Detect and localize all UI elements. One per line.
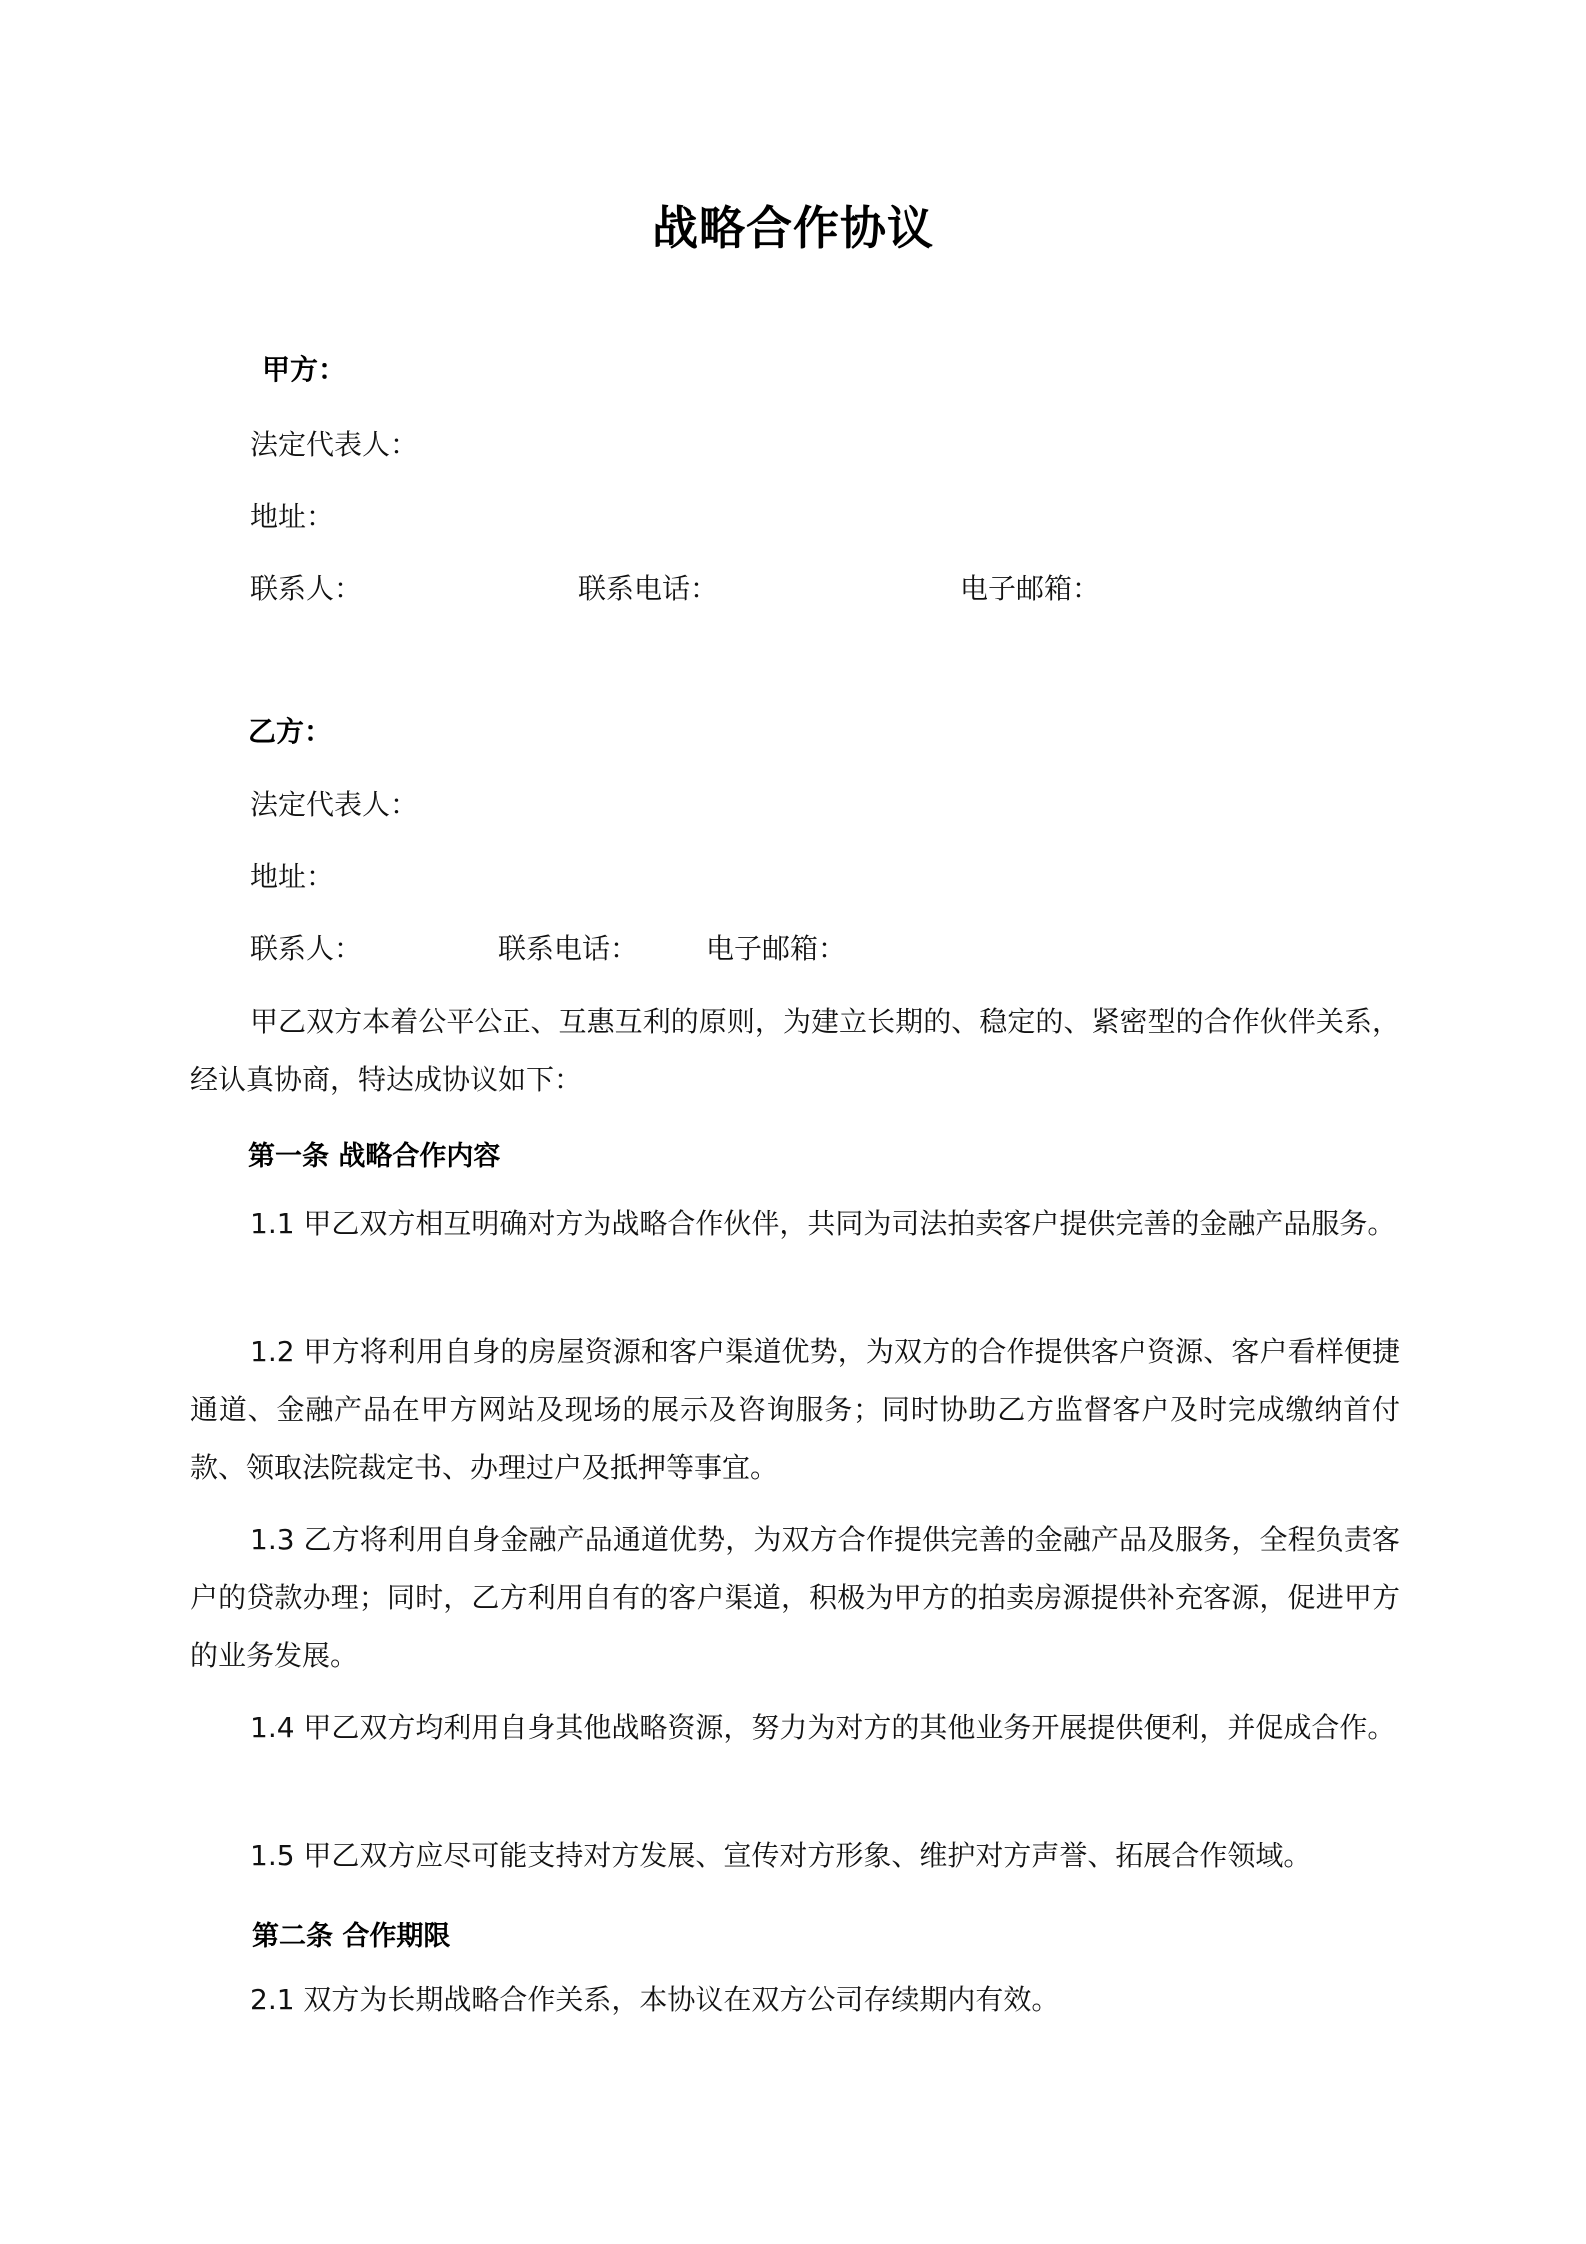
party-b-email: 电子邮箱： — [706, 932, 847, 965]
party-a-legal-rep: 法定代表人： — [250, 428, 419, 461]
clause-1-2: 1.2 甲方将利用自身的房屋资源和客户渠道优势，为双方的合作提供客户资源、客户看样便捷通道、金融产品在甲方网站及现场的展示及咨询服务；同时协助乙方监督客户及时完成缴纳首付款、领取法院裁定书、办理过户及抵押等事宜。 — [190, 1335, 1400, 1484]
party-a-contact: 联系人： — [250, 572, 363, 605]
party-a-email: 电子邮箱： — [960, 572, 1101, 605]
party-b-address: 地址： — [250, 860, 335, 893]
party-b-contact: 联系人： — [250, 932, 363, 965]
party-b-legal-rep: 法定代表人： — [250, 788, 419, 821]
party-a-phone: 联系电话： — [578, 572, 719, 605]
clause-1-5: 1.5 甲乙双方应尽可能支持对方发展、宣传对方形象、维护对方声誉、拓展合作领域。 — [250, 1839, 1312, 1872]
clause-1-4: 1.4 甲乙双方均利用自身其他战略资源，努力为对方的其他业务开展提供便利，并促成合作。 — [250, 1711, 1396, 1744]
document-title: 战略合作协议 — [652, 201, 934, 255]
party-a-address: 地址： — [250, 500, 335, 533]
preamble-paragraph: 甲乙双方本着公平公正、互惠互利的原则，为建立长期的、稳定的、紧密型的合作伙伴关系，经认真协商，特达成协议如下： — [190, 1005, 1400, 1096]
clause-2-1: 2.1 双方为长期战略合作关系，本协议在双方公司存续期内有效。 — [250, 1983, 1060, 2016]
clause-1-1: 1.1 甲乙双方相互明确对方为战略合作伙伴，共同为司法拍卖客户提供完善的金融产品服务。 — [250, 1207, 1396, 1240]
article-1-heading: 第一条 战略合作内容 — [248, 1141, 501, 1172]
party-b-phone: 联系电话： — [498, 932, 639, 965]
party-a-label: 甲方： — [262, 353, 347, 386]
clause-1-3: 1.3 乙方将利用自身金融产品通道优势，为双方合作提供完善的金融产品及服务，全程负责客户的贷款办理；同时，乙方利用自有的客户渠道，积极为甲方的拍卖房源提供补充客源，促进甲方的业务发展。 — [190, 1523, 1400, 1672]
party-b-label: 乙方： — [248, 715, 333, 748]
article-2-heading: 第二条 合作期限 — [252, 1921, 451, 1952]
